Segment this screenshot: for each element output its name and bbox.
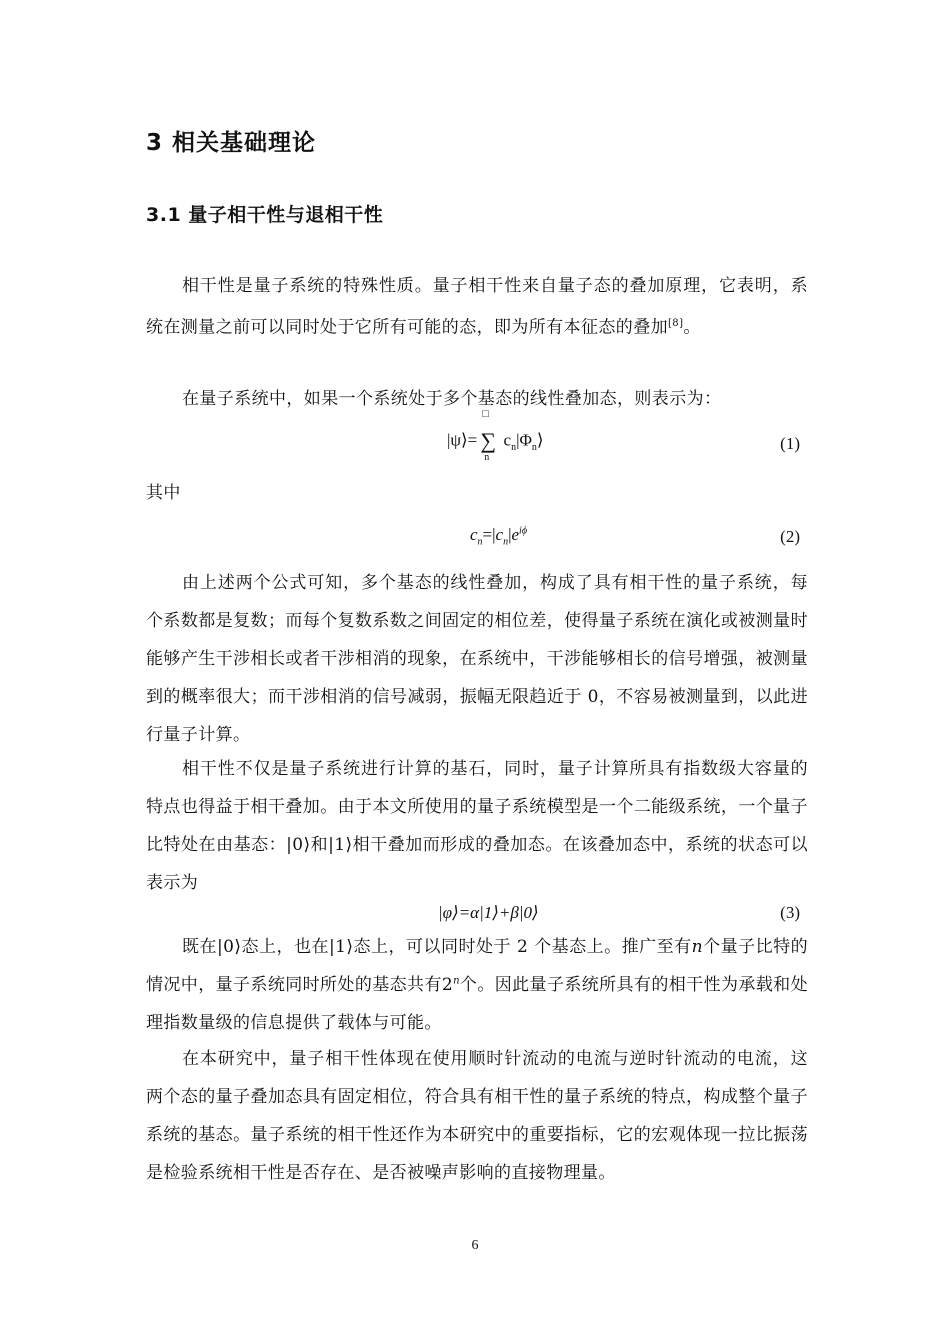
paragraph-research-coherence: 在本研究中，量子相干性体现在使用顺时针流动的电流与逆时针流动的电流，这两个态的量子叠加态具有固定相位，符合具有相干性的量子系统的特点，构成整个量子系统的基态。量子系统的相干性还作为本研究中的重要指标，它的宏观体现一拉比振荡是检验系统相干性是否存在、是否被噪声影响的直接物理量。 — [146, 1049, 808, 1183]
citation: [8] — [668, 318, 684, 329]
paragraph-two-level-system: 相干性不仅是量子系统进行计算的基石，同时，量子计算所具有指数级大容量的特点也得益于相干叠加。由于本文所使用的量子系统模型是一个二能级系统，一个量子比特处在由基态：|0⟩和|1⟩相干叠加而形成的叠加态。在该叠加态中，系统的状态可以表示为 — [146, 759, 808, 893]
page-number: 6 — [471, 1238, 479, 1253]
ket-one: |1⟩ — [328, 835, 353, 855]
ket-zero: |0⟩ — [286, 835, 311, 855]
paragraph-superposition: 在量子系统中，如果一个系统处于多个基态的线性叠加态，则表示为： — [182, 389, 722, 409]
chapter-title: 3 相关基础理论 — [146, 130, 317, 156]
ket-zero: |0⟩ — [217, 937, 242, 957]
sum-symbol: □ ∑ n — [480, 408, 497, 463]
section-title: 3.1 量子相干性与退相干性 — [146, 204, 384, 226]
where-label: 其中 — [146, 483, 181, 503]
equation-2: $c_n=|c_n|e^{i\phi}$ — [470, 525, 528, 548]
equation-3-number: (3) — [780, 903, 800, 922]
ket-one: |1⟩ — [329, 937, 354, 957]
paragraph-coherence-intro: 相干性是量子系统的特殊性质。量子相干性来自量子态的叠加原理，它表明，系统在测量之前可以同时处于它所有可能的态，即为所有本征态的叠加[8]。 — [146, 276, 808, 338]
paragraph-interference: 由上述两个公式可知，多个基态的线性叠加，构成了具有相干性的量子系统，每个系数都是复数；而每个复数系数之间固定的相位差，使得量子系统在演化或被测量时能够产生干涉相长或者干涉相消的现象，在系统中，干涉能够相长的信号增强，被测量到的概率很大；而干涉相消的信号减弱，振幅无限趋近于 0，不容易被测量到，以此进行量子计算。 — [146, 573, 808, 745]
equation-1-number: (1) — [780, 434, 800, 453]
equation-1: |ψ⟩= □ ∑ n $c_n|\Phi_n⟩$ — [447, 408, 544, 463]
equation-3: |φ⟩=α|1⟩+β|0⟩ — [438, 903, 539, 922]
paragraph-multiple-basis-states: 既在|0⟩态上，也在|1⟩态上，可以同时处于 2 个基态上。推广至有n个量子比特的情况中，量子系统同时所处的基态共有2$^n$个。因此量子系统所具有的相干性为承载和处理指数量级的信息提供了载体与可能。 — [146, 937, 809, 1033]
equation-2-number: (2) — [780, 527, 800, 546]
